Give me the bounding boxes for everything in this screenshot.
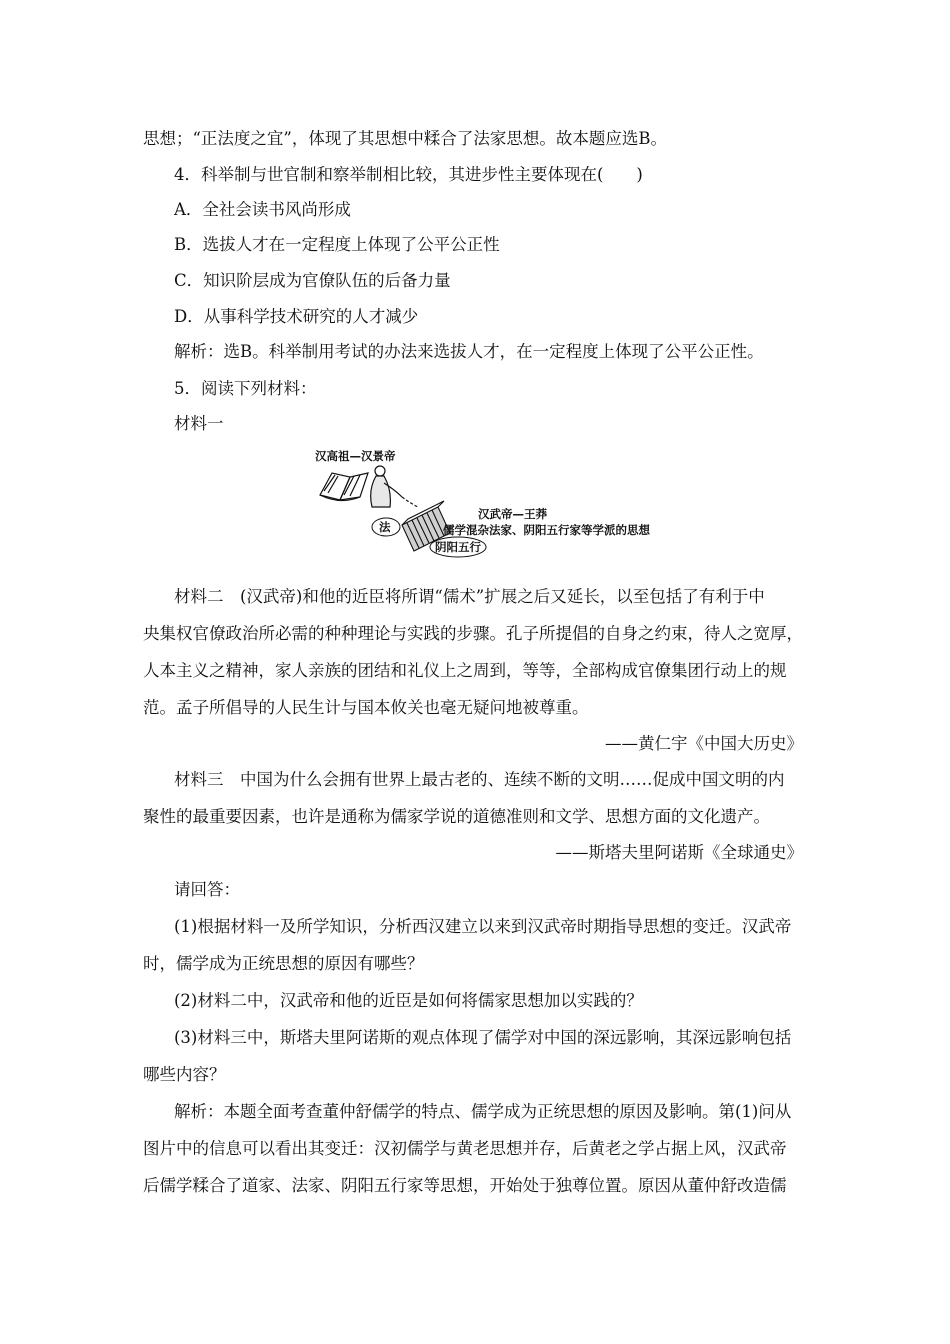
option-c: C．知识阶层成为官僚队伍的后备力量 xyxy=(174,271,451,290)
material-2-source: ——黄仁宇《中国大历史》 xyxy=(605,734,803,753)
answer-4: 解析：选B。科举制用考试的办法来选拔人才，在一定程度上体现了公平公正性。 xyxy=(174,342,764,361)
subquestion-2: (2)材料二中，汉武帝和他的近臣是如何将儒家思想加以实践的？ xyxy=(174,991,643,1010)
analysis-line-2: 图片中的信息可以看出其变迁：汉初儒学与黄老思想并存，后黄老之学占据上风，汉武帝 xyxy=(143,1139,787,1158)
option-d: D．从事科学技术研究的人才减少 xyxy=(174,307,419,326)
text-line: 思想；“正法度之宜”，体现了其思想中糅合了法家思想。故本题应选B。 xyxy=(143,129,667,148)
figure-top-label: 汉高祖—汉景帝 xyxy=(315,449,396,463)
material-2-line-2: 央集权官僚政治所必需的种种理论与实践的步骤。孔子所提倡的自身之约束，待人之宽厚， xyxy=(143,624,803,643)
analysis-line-1: 解析：本题全面考查董仲舒儒学的特点、儒学成为正统思想的原因及影响。第(1)问从 xyxy=(174,1102,792,1121)
material-2-line-1: 材料二 (汉武帝)和他的近臣将所谓“儒术”扩展之后又延长，以至包括了有利于中 xyxy=(174,587,765,606)
subquestion-3-line-1: (3)材料三中，斯塔夫里阿诺斯的观点体现了儒学对中国的深远影响，其深远影响包括 xyxy=(174,1028,792,1047)
material-3-line-2: 聚性的最重要因素，也许是通称为儒家学说的道德准则和文学、思想方面的文化遗产。 xyxy=(143,807,770,826)
scholar-figure-icon xyxy=(371,466,418,507)
figure-desc-label: 儒学混杂法家、阴阳五行家等学派的思想 xyxy=(443,523,650,537)
prompt-heading: 请回答： xyxy=(174,880,240,899)
option-b: B．选拔人才在一定程度上体现了公平公正性 xyxy=(174,235,500,254)
material-2-line-3: 人本主义之精神，家人亲族的团结和礼仪上之周到，等等，全部构成官僚集团行动上的规 xyxy=(143,661,787,680)
subquestion-1-line-1: (1)根据材料一及所学知识，分析西汉建立以来到汉武帝时期指导思想的变迁。汉武帝 xyxy=(174,917,792,936)
material-3-source: ——斯塔夫里阿诺斯《全球通史》 xyxy=(555,843,803,862)
subquestion-3-line-2: 哪些内容？ xyxy=(143,1065,226,1084)
book-icon xyxy=(320,473,368,501)
analysis-line-3: 后儒学糅合了道家、法家、阴阳五行家等思想，开始处于独尊位置。原因从董仲舒改造儒 xyxy=(143,1176,787,1195)
material-3-line-1: 材料三 中国为什么会拥有世界上最古老的、连续不断的文明……促成中国文明的内 xyxy=(174,770,785,789)
figure-fa-label: 法 xyxy=(379,520,391,534)
question-5: 5．阅读下列材料： xyxy=(174,379,317,398)
subquestion-1-line-2: 时，儒学成为正统思想的原因有哪些？ xyxy=(143,954,424,973)
material-1-heading: 材料一 xyxy=(174,414,224,433)
material-2-line-4: 范。孟子所倡导的人民生计与国本攸关也毫无疑问地被尊重。 xyxy=(143,698,589,717)
figure-mid-label: 汉武帝—王莽 xyxy=(478,507,547,521)
figure-illustration xyxy=(310,445,680,560)
figure-yinyang-label: 阴阳五行 xyxy=(435,540,481,554)
material-1-figure xyxy=(310,445,680,560)
option-a: A．全社会读书风尚形成 xyxy=(174,200,351,219)
question-4: 4．科举制与世官制和察举制相比较，其进步性主要体现在( ) xyxy=(174,165,643,184)
